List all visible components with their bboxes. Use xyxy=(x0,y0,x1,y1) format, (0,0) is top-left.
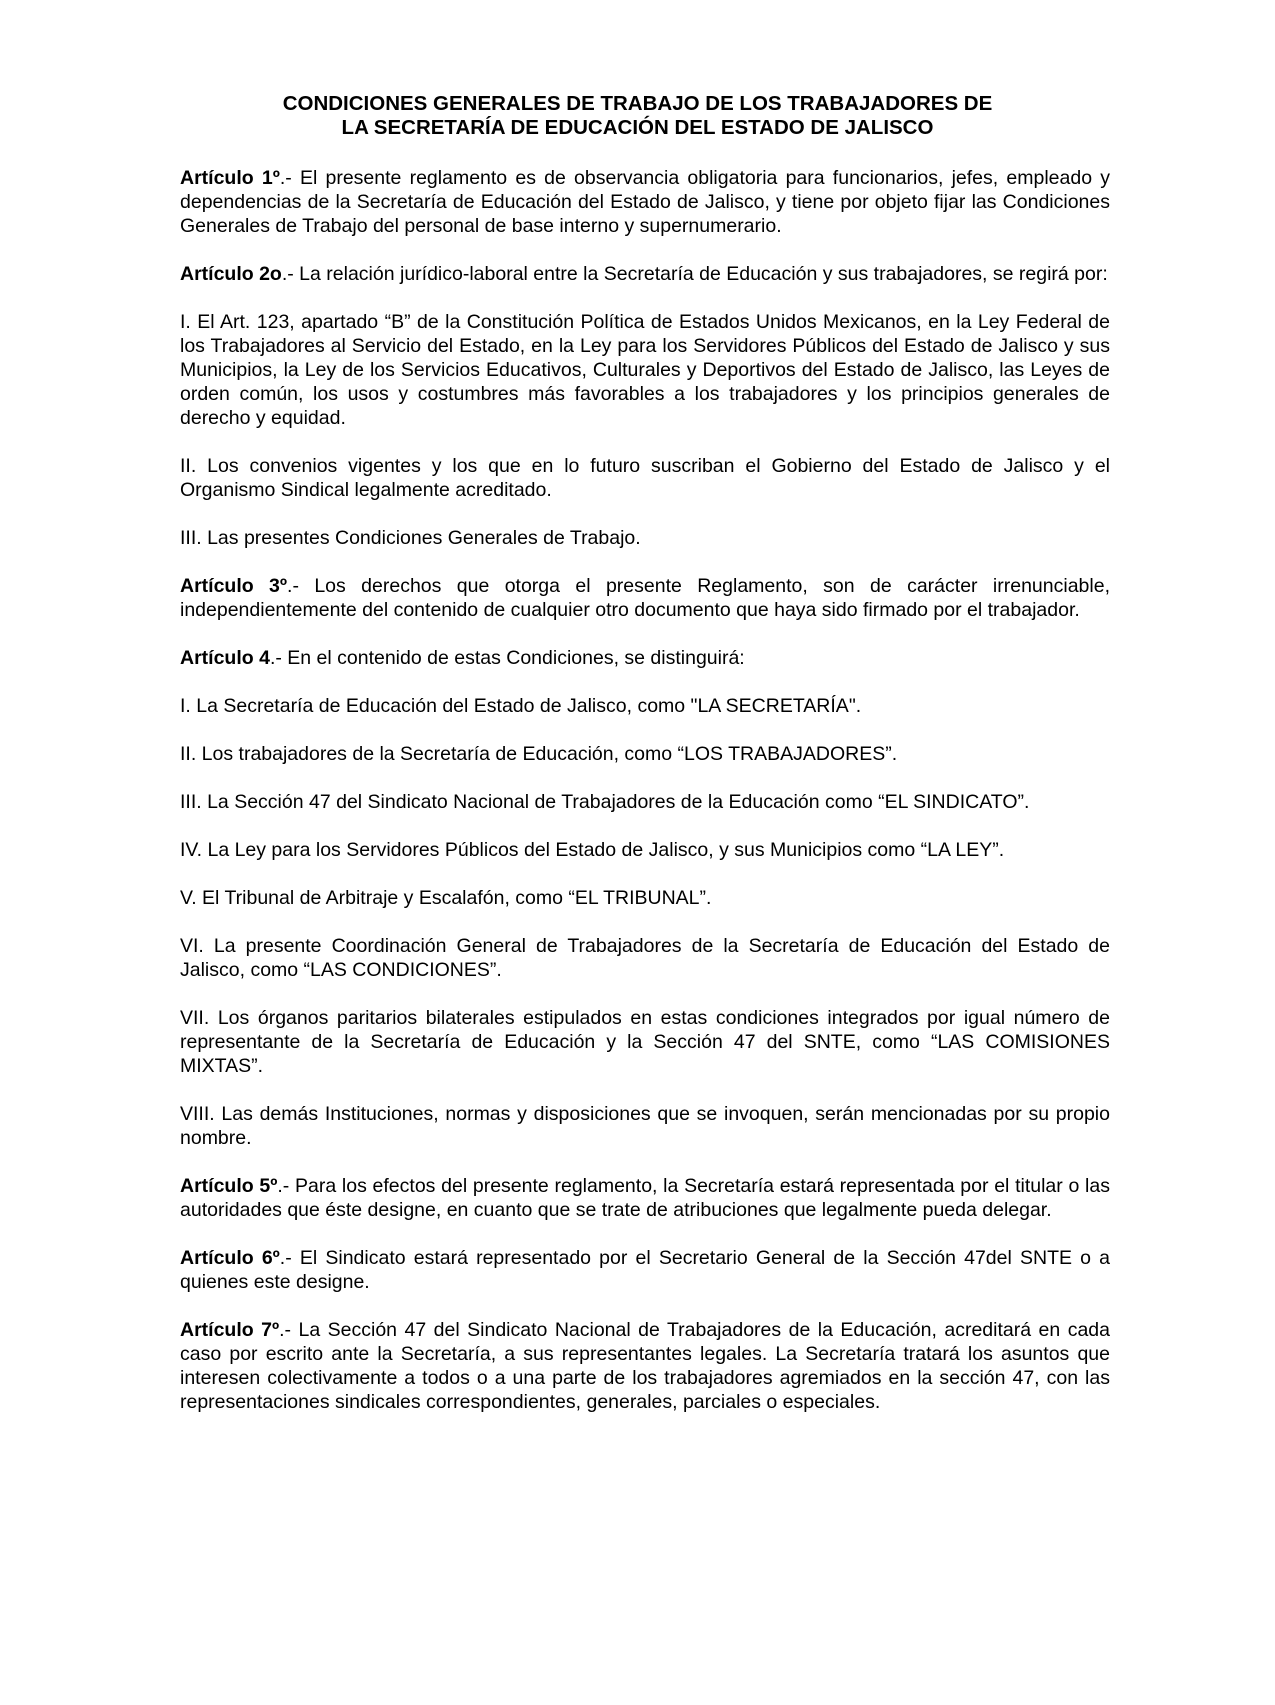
list-item-paragraph xyxy=(180,526,1110,550)
list-item-paragraph xyxy=(180,1102,1110,1150)
article-label: Artículo 6º xyxy=(180,1247,280,1269)
paragraph-text: .- Para los efectos del presente reglamento, la Secretaría estará representada por el titular o las autoridades que éste designe, en cuanto que se trate de atribuciones que legalmente pueda delegar. xyxy=(180,1175,1110,1221)
paragraph-text: .- El presente reglamento es de observancia obligatoria para funcionarios, jefes, empleado y dependencias de la Secretaría de Educación del Estado de Jalisco, y tiene por objeto fijar las Condiciones Generales de Trabajo del personal de base interno y supernumerario. xyxy=(180,167,1110,237)
paragraph-text: III. Las presentes Condiciones Generales de Trabajo. xyxy=(180,527,641,549)
list-item-paragraph xyxy=(180,742,1110,766)
list-item-paragraph xyxy=(180,838,1110,862)
article-1-paragraph xyxy=(180,166,1110,238)
article-label: Artículo 1º xyxy=(180,167,280,189)
paragraph-text: VIII. Las demás Instituciones, normas y disposiciones que se invoquen, serán mencionadas por su propio nombre. xyxy=(180,1103,1110,1149)
title-line-2: LA SECRETARÍA DE EDUCACIÓN DEL ESTADO DE JALISCO xyxy=(341,116,934,139)
article-5-paragraph xyxy=(180,1174,1110,1222)
list-item-paragraph xyxy=(180,310,1110,430)
article-7-paragraph xyxy=(180,1318,1110,1414)
paragraph-text: II. Los trabajadores de la Secretaría de Educación, como “LOS TRABAJADORES”. xyxy=(180,743,898,765)
paragraph-text: .- La relación jurídico-laboral entre la Secretaría de Educación y sus trabajadores, se regirá por: xyxy=(281,263,1108,285)
document-body xyxy=(180,166,1110,1414)
article-label: Artículo 7º xyxy=(180,1319,280,1341)
document-title xyxy=(160,92,1115,140)
paragraph-text: I. La Secretaría de Educación del Estado de Jalisco, como "LA SECRETARÍA". xyxy=(180,695,862,717)
paragraph-text: VII. Los órganos paritarios bilaterales estipulados en estas condiciones integrados por igual número de representante de la Secretaría de Educación y la Sección 47 del SNTE, como “LAS COMISIONES MIXTAS”. xyxy=(180,1007,1110,1077)
article-label: Artículo 3º xyxy=(180,575,288,597)
article-6-paragraph xyxy=(180,1246,1110,1294)
article-2-paragraph xyxy=(180,262,1110,286)
list-item-paragraph xyxy=(180,934,1110,982)
article-4-paragraph xyxy=(180,646,1110,670)
paragraph-text: V. El Tribunal de Arbitraje y Escalafón, como “EL TRIBUNAL”. xyxy=(180,887,712,909)
paragraph-text: II. Los convenios vigentes y los que en lo futuro suscriban el Gobierno del Estado de Jalisco y el Organismo Sindical legalmente acreditado. xyxy=(180,455,1110,501)
paragraph-text: .- Los derechos que otorga el presente Reglamento, son de carácter irrenunciable, independientemente del contenido de cualquier otro documento que haya sido firmado por el trabajador. xyxy=(180,575,1110,621)
paragraph-text: VI. La presente Coordinación General de Trabajadores de la Secretaría de Educación del Estado de Jalisco, como “LAS CONDICIONES”. xyxy=(180,935,1110,981)
article-3-paragraph xyxy=(180,574,1110,622)
article-label: Artículo 4 xyxy=(180,647,270,669)
article-label: Artículo 5º xyxy=(180,1175,278,1197)
paragraph-text: .- La Sección 47 del Sindicato Nacional de Trabajadores de la Educación, acreditará en cada caso por escrito ante la Secretaría, a sus representantes legales. La Secretaría tratará los asuntos que interesen colectivamente a todos o a una parte de los trabajadores agremiados en la sección 47, con las representaciones sindicales correspondientes, generales, parciales o especiales. xyxy=(180,1319,1110,1413)
list-item-paragraph xyxy=(180,886,1110,910)
paragraph-text: .- En el contenido de estas Condiciones, se distinguirá: xyxy=(269,647,745,669)
paragraph-text: .- El Sindicato estará representado por el Secretario General de la Sección 47del SNTE o a quienes este designe. xyxy=(180,1247,1110,1293)
article-label: Artículo 2o xyxy=(180,263,282,285)
list-item-paragraph xyxy=(180,454,1110,502)
list-item-paragraph xyxy=(180,694,1110,718)
paragraph-text: IV. La Ley para los Servidores Públicos del Estado de Jalisco, y sus Municipios como “LA LEY”. xyxy=(180,839,1005,861)
title-line-1: CONDICIONES GENERALES DE TRABAJO DE LOS TRABAJADORES DE xyxy=(282,92,993,115)
paragraph-text: III. La Sección 47 del Sindicato Nacional de Trabajadores de la Educación como “EL SINDICATO”. xyxy=(180,791,1030,813)
list-item-paragraph xyxy=(180,1006,1110,1078)
list-item-paragraph xyxy=(180,790,1110,814)
paragraph-text: I. El Art. 123, apartado “B” de la Constitución Política de Estados Unidos Mexicanos, en la Ley Federal de los Trabajadores al Servicio del Estado, en la Ley para los Servidores Públicos del Estado de Jalisco y sus Municipios, la Ley de los Servicios Educativos, Culturales y Deportivos del Estado de Jalisco, las Leyes de orden común, los usos y costumbres más favorables a los trabajadores y los principios generales de derecho y equidad. xyxy=(180,311,1110,429)
